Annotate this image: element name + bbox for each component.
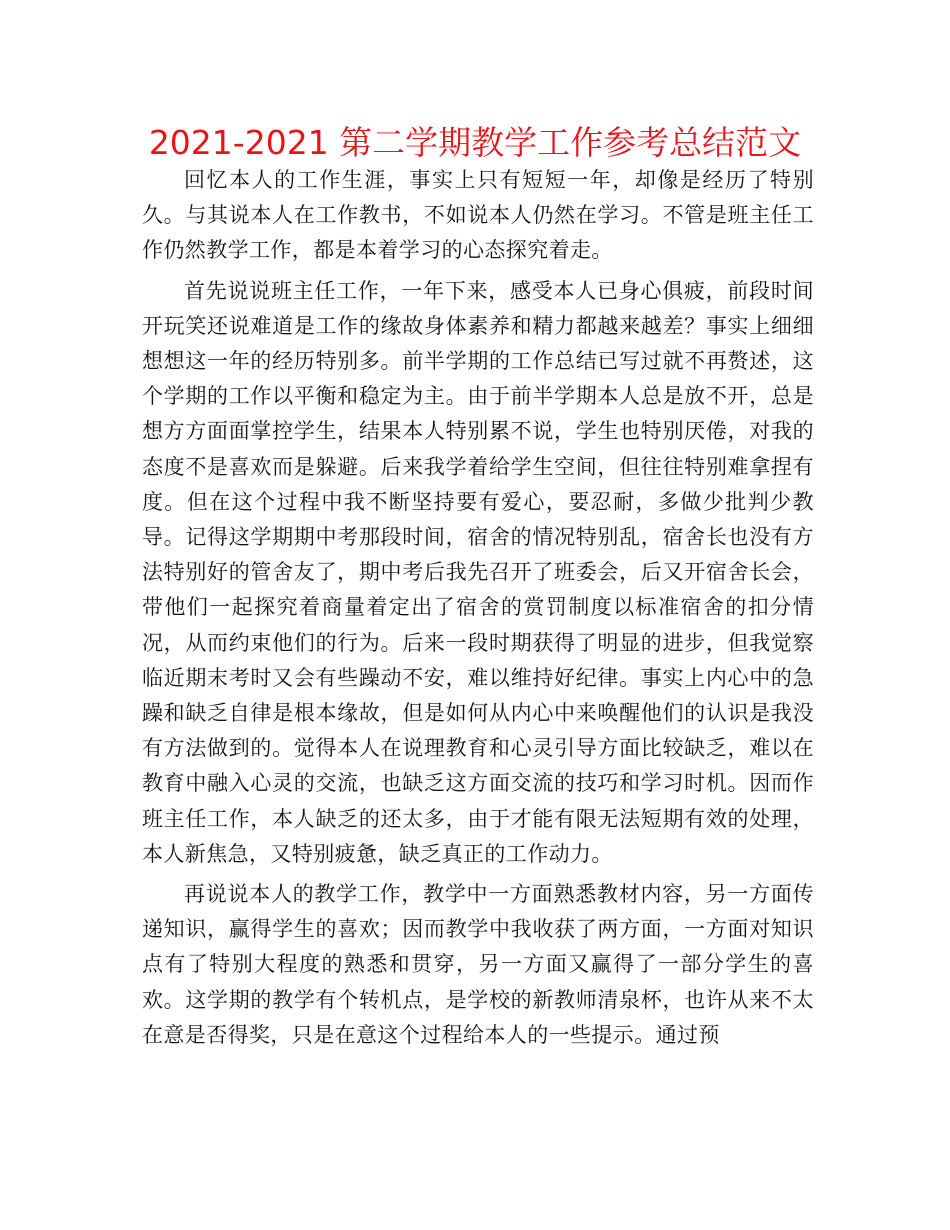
paragraph-2: 首先说说班主任工作，一年下来，感受本人已身心俱疲，前段时间开玩笑还说难道是工作的缘故身体素养和精力都越来越差？事实上细细想想这一年的经历特别多。前半学期的工作总结已写过就不再赘述，这个学期的工作以平衡和稳定为主。由于前半学期本人总是放不开，总是想方方面面掌控学生，结果本人特别累不说，学生也特别厌倦，对我的态度不是喜欢而是躲避。后来我学着给学生空间，但往往特别难拿捏有度。但在这个过程中我不断坚持要有爱心，要忍耐，多做少批判少教导。记得这学期期中考那段时间，宿舍的情况特别乱，宿舍长也没有方法特别好的管舍友了，期中考后我先召开了班委会，后又开宿舍长会，带他们一起探究着商量着定出了宿舍的赏罚制度以标准宿舍的扣分情况，从而约束他们的行为。后来一段时期获得了明显的进步，但我觉察临近期末考时又会有些躁动不安，难以维持好纪律。事实上内心中的急躁和缺乏自律是根本缘故，但是如何从内心中来唤醒他们的认识是我没有方法做到的。觉得本人在说理教育和心灵引导方面比较缺乏，难以在教育中融入心灵的交流，也缺乏这方面交流的技巧和学习时机。因而作班主任工作，本人缺乏的还太多，由于才能有限无法短期有效的处理，本人新焦急，又特别疲惫，缺乏真正的工作动力。 [142, 278, 814, 866]
paragraph-3: 再说说本人的教学工作，教学中一方面熟悉教材内容，另一方面传递知识，赢得学生的喜欢；因而教学中我收获了两方面，一方面对知识点有了特别大程度的熟悉和贯穿，另一方面又赢得了一部分学生的喜欢。这学期的教学有个转机点，是学校的新教师清泉杯，也许从来不太在意是否得奖，只是在意这个过程给本人的一些提示。通过预 [142, 882, 814, 1047]
document-body [142, 163, 814, 1053]
document-title: 2021-2021 第二学期教学工作参考总结范文 [148, 123, 802, 162]
paragraph-1: 回忆本人的工作生涯，事实上只有短短一年，却像是经历了特别久。与其说本人在工作教书，不如说本人仍然在学习。不管是班主任工作仍然教学工作，都是本着学习的心态探究着走。 [142, 168, 814, 263]
